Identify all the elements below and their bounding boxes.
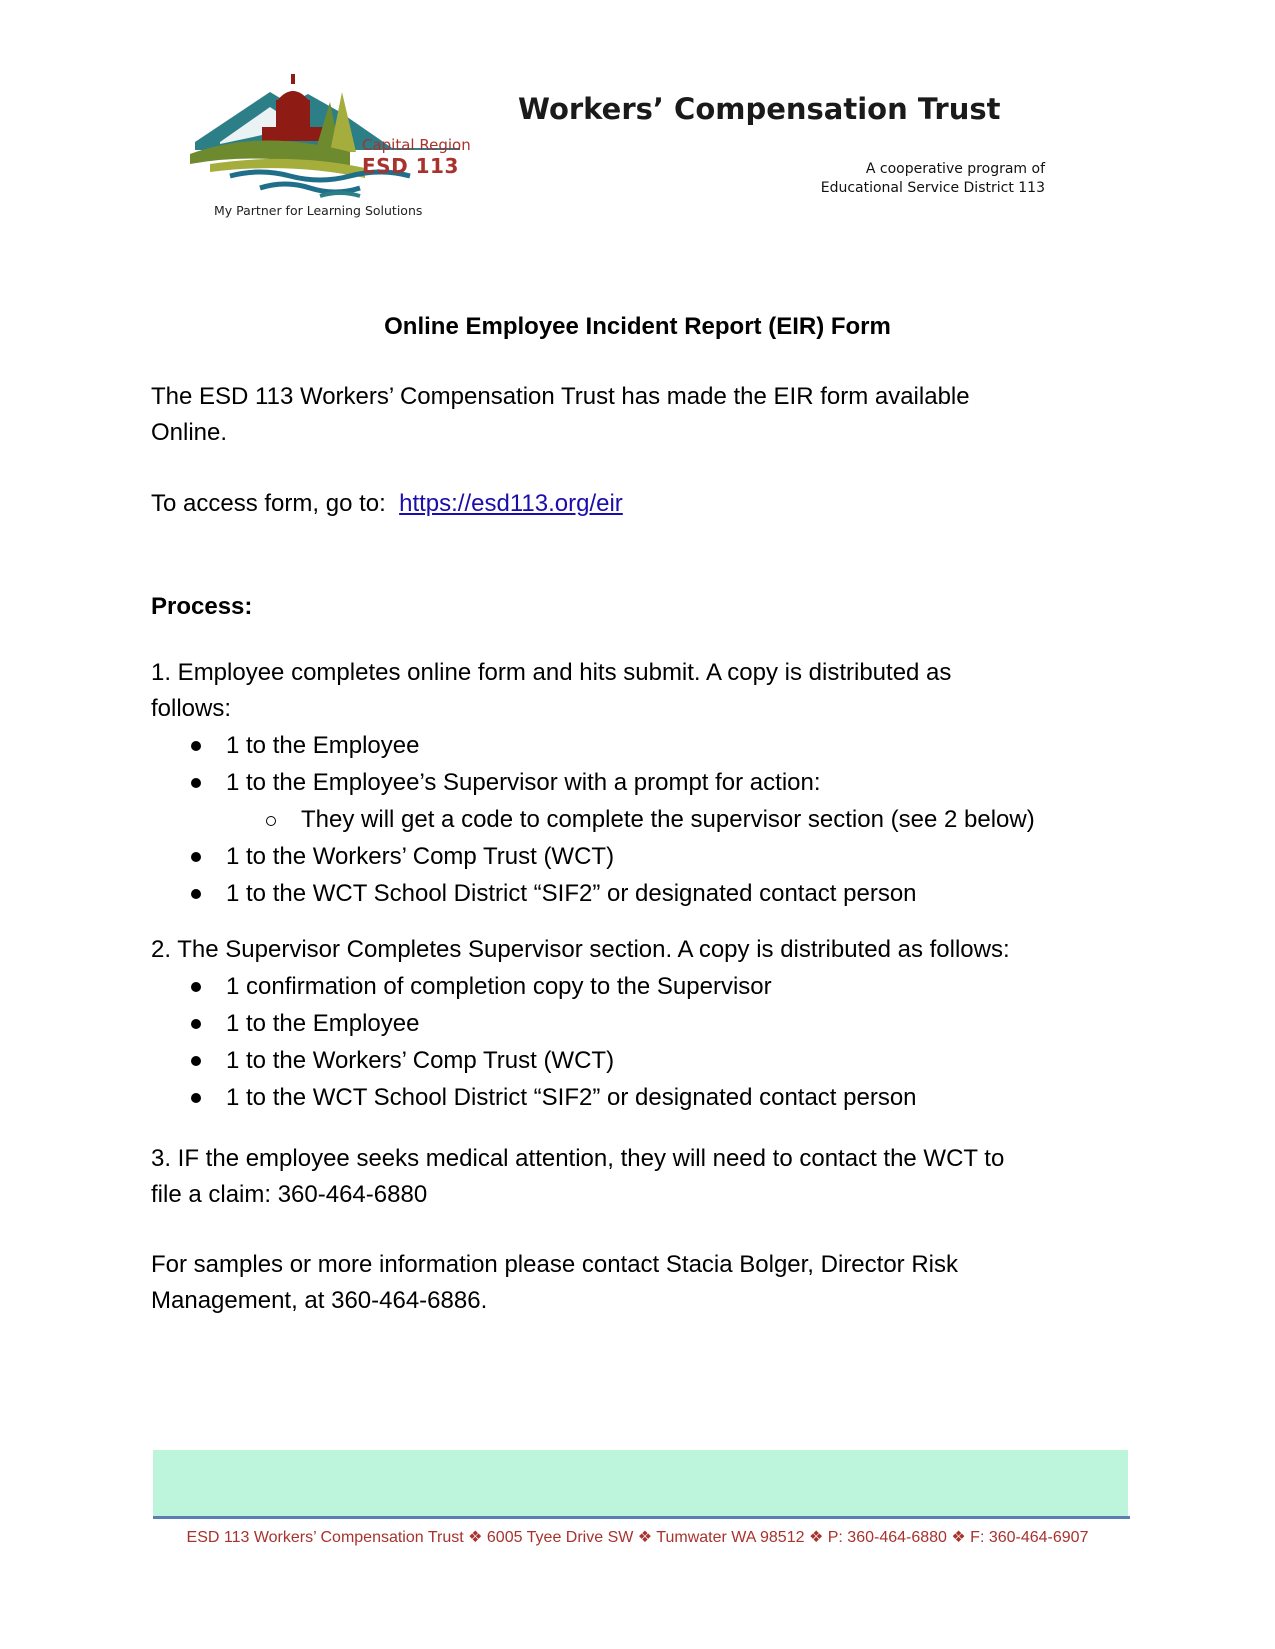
org-subtitle-line-2: Educational Service District 113 [820, 180, 1045, 196]
bullet-icon [191, 1093, 201, 1103]
document-title: Online Employee Incident Report (EIR) Form [384, 313, 891, 340]
list-item: 1 confirmation of completion copy to the Supervisor [151, 968, 1136, 1005]
hollow-bullet-icon [266, 816, 276, 826]
footer-band [153, 1450, 1128, 1516]
org-subtitle-line-1: A cooperative program of [865, 161, 1045, 177]
step-2-line: 2. The Supervisor Completes Supervisor section. A copy is distributed as follows: [151, 936, 1010, 963]
contact-line-2: Management, at 360-464-6886. [151, 1287, 488, 1314]
process-heading: Process: [151, 593, 253, 620]
footer-address: ESD 113 Workers’ Compensation Trust ❖ 6005 Tyee Drive SW ❖ Tumwater WA 98512 ❖ P: 360-464-6880 ❖ F: 360-464-6907 [186, 1529, 1089, 1546]
sub-list-item: They will get a code to complete the supervisor section (see 2 below) [151, 801, 1136, 838]
bullet-icon [191, 852, 201, 862]
bullet-icon [191, 1056, 201, 1066]
footer-divider [153, 1516, 1130, 1519]
access-prefix: To access form, go to: [151, 490, 386, 517]
step-1 [151, 655, 1136, 912]
contact-paragraph [151, 1247, 1136, 1319]
step-3-line-1: 3. IF the employee seeks medical attention, they will need to contact the WCT to [151, 1145, 1005, 1172]
step-2-list [151, 968, 1136, 1116]
esd113-logo [190, 72, 480, 222]
step-1-line-1: 1. Employee completes online form and hits submit. A copy is distributed as [151, 659, 952, 686]
intro-line-1: The ESD 113 Workers’ Compensation Trust has made the EIR form available [151, 383, 970, 410]
list-item: 1 to the Employee’s Supervisor with a prompt for action: [151, 764, 1136, 801]
list-item: 1 to the WCT School District “SIF2” or designated contact person [151, 1079, 1136, 1116]
bullet-icon [191, 982, 201, 992]
bullet-icon [191, 1019, 201, 1029]
list-item: 1 to the Workers’ Comp Trust (WCT) [151, 838, 1136, 875]
logo-tagline: My Partner for Learning Solutions [214, 203, 423, 218]
bullet-icon [191, 778, 201, 788]
step-1-line-2: follows: [151, 695, 232, 722]
access-paragraph [151, 486, 1136, 522]
contact-line-1: For samples or more information please contact Stacia Bolger, Director Risk [151, 1251, 958, 1278]
list-item: 1 to the Employee [151, 727, 1136, 764]
list-item: 1 to the Employee [151, 1005, 1136, 1042]
bullet-icon [191, 889, 201, 899]
step-3 [151, 1141, 1136, 1213]
logo-region-text: Capital Region [362, 136, 471, 154]
bullet-icon [191, 741, 201, 751]
logo-esd-text: ESD 113 [362, 154, 459, 178]
step-1-list [151, 727, 1136, 912]
intro-line-2: Online. [151, 419, 228, 446]
list-item: 1 to the Workers’ Comp Trust (WCT) [151, 1042, 1136, 1079]
org-title: Workers’ Compensation Trust [518, 92, 1001, 126]
step-3-line-2: file a claim: 360-464-6880 [151, 1181, 428, 1208]
eir-form-link[interactable]: https://esd113.org/eir [399, 490, 623, 517]
list-item: 1 to the WCT School District “SIF2” or designated contact person [151, 875, 1136, 912]
org-subtitle [821, 160, 1045, 198]
step-2 [151, 932, 1136, 1116]
intro-paragraph [151, 379, 1136, 451]
